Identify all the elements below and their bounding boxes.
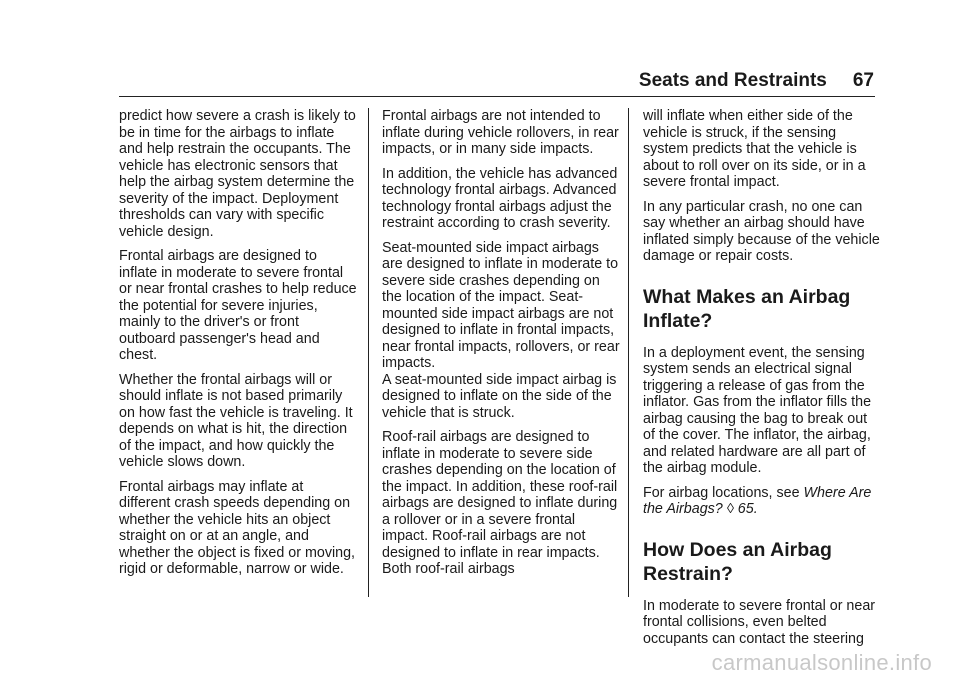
page-header [0,70,874,92]
text: For airbag locations, see [643,484,804,501]
page-ref-number: 65 [737,501,754,517]
paragraph: Frontal airbags are designed to inflate in moderate to severe frontal or near frontal crashes to help reduce the potential for severe injuries, mainly to the driver's or front outboard passenger's head and chest. [119,248,357,363]
column-1 [119,108,357,586]
paragraph: predict how severe a crash is likely to be in time for the airbags to inflate and help restrain the occupants. The vehicle has electronic sensors that help the airbag system determine the severity of the impact. Deployment thresholds can vary with specific vehicle design. [119,108,356,240]
header-rule [119,96,875,97]
paragraph: In moderate to severe frontal or near frontal collisions, even belted occupants can contact the steering [643,597,876,647]
text: . [753,501,758,517]
paragraph: In a deployment event, the sensing system sends an electrical signal triggering a release of gas from the inflator. Gas from the inflator fills the airbag causing the bag to break out of the cover. The inflator, the airbag, and related hardware are all part of the airbag module. [643,344,872,476]
page-number: 67 [852,70,874,91]
column-3 [643,108,881,655]
section-title: Seats and Restraints [638,70,827,91]
paragraph: will inflate when either side of the vehicle is struck, if the sensing system predicts that the vehicle is about to roll over on its side, or in a severe frontal impact. [643,108,866,190]
paragraph: In addition, the vehicle has advanced technology frontal airbags. Advanced technology frontal airbags adjust the restraint according to crash severity. [382,165,618,231]
paragraph: In any particular crash, no one can say whether an airbag should have inflated simply because of the vehicle damage or repair costs. [643,198,880,264]
paragraph [643,485,881,518]
watermark: carmanualsonline.info [711,650,932,675]
paragraph: Seat-mounted side impact airbags are designed to inflate in moderate to severe side crashes depending on the location of the impact. Seat-mounted side impact airbags are not designed to inflate in frontal impacts, near frontal impacts, rollovers, or rear impacts. [382,239,620,371]
page-ref-icon: ◊ [726,501,734,517]
paragraph: Frontal airbags are not intended to inflate during vehicle rollovers, in rear impacts, or in many side impacts. [382,108,619,157]
paragraph: Whether the frontal airbags will or should inflate is not based primarily on how fast the vehicle is traveling. It depends on what is hit, the direction of the impact, and how quickly the vehicle slows down. [119,371,353,470]
paragraph: Roof-rail airbags are designed to inflate in moderate to severe side crashes depending on the location of the impact. In addition, these roof-rail airbags are designed to inflate during a rollover or in a severe frontal impact. Roof-rail airbags are not designed to inflate in rear impacts. Both roof-rail airbags [382,429,618,577]
column-2 [382,108,620,586]
paragraph: Frontal airbags may inflate at different crash speeds depending on whether the vehicle hits an object straight on or at an angle, and whether the object is fixed or moving, rigid or deformable, narrow or wide. [119,478,356,577]
column-divider [628,108,629,597]
section-heading: How Does an Airbag Restrain? [643,538,832,585]
section-heading: What Makes an Airbag Inflate? [643,285,851,332]
paragraph: A seat-mounted side impact airbag is designed to inflate on the side of the vehicle that is struck. [382,371,617,421]
column-divider [368,108,369,597]
cross-reference-link[interactable]: Where Are the Airbags? [643,484,872,517]
